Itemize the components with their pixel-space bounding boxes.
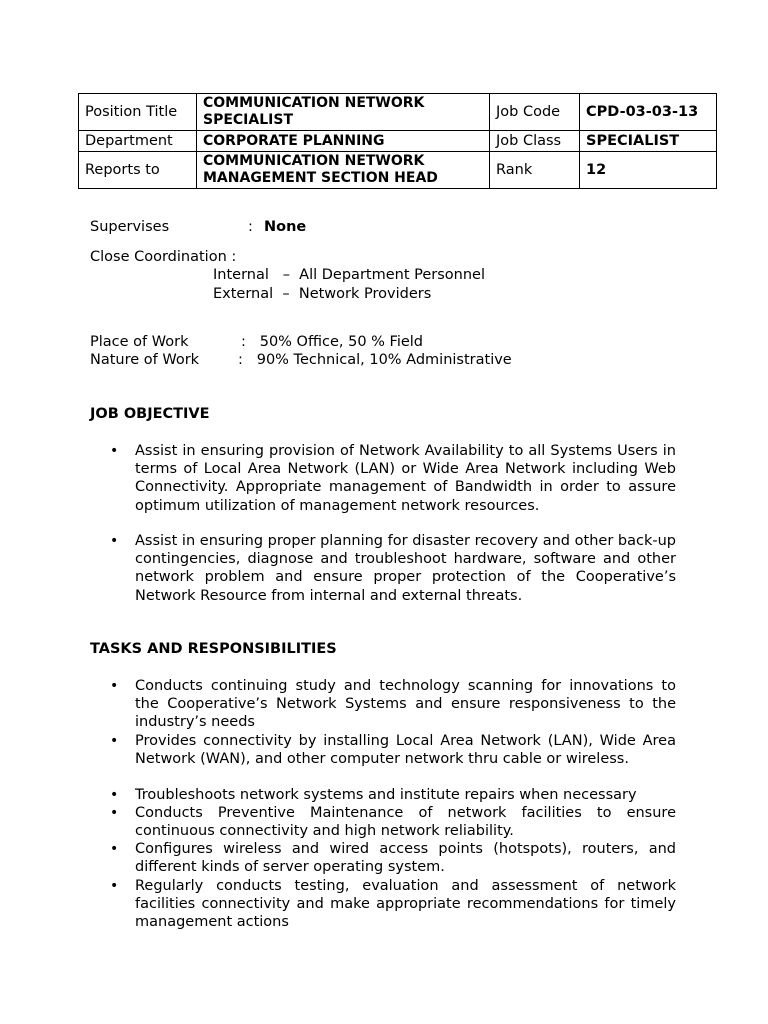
table-row — [79, 152, 717, 189]
bullet-glyph: • — [110, 443, 119, 459]
bullet-glyph: • — [110, 533, 119, 549]
bullet-glyph: • — [110, 678, 119, 694]
task-item: Regularly conducts testing, evaluation and assessment of network facilities connectivity and make appropriate recommendations for timely management actions — [135, 878, 676, 931]
job-code-value: CPD-03-03-13 — [580, 94, 717, 131]
position-title-value — [197, 94, 490, 131]
task-item: Troubleshoots network systems and institute repairs when necessary — [135, 787, 637, 803]
bullet-glyph: • — [110, 805, 119, 821]
objective-item: Assist in ensuring provision of Network Availability to all Systems Users in terms of Local Area Network (LAN) or Wide Area Network including Web Connectivity. Appropriate management of Bandwidth in order to assure optimum utilization of management network resources. — [135, 443, 676, 514]
rank-label: Rank — [490, 152, 580, 189]
position-title-value-line2: SPECIALIST — [203, 112, 293, 128]
task-item: Conducts Preventive Maintenance of network facilities to ensure continuous connectivity and high network reliability. — [135, 805, 676, 840]
coordination-external: External – Network Providers — [213, 286, 432, 302]
position-title-label: Position Title — [79, 94, 197, 131]
place-of-work-value: : 50% Office, 50 % Field — [241, 334, 424, 350]
nature-of-work-label: Nature of Work — [90, 352, 200, 368]
position-header-table — [78, 93, 717, 189]
table-row — [79, 131, 717, 152]
close-coordination-label: Close Coordination : — [90, 249, 237, 265]
reports-to-value-line2: MANAGEMENT SECTION HEAD — [203, 170, 438, 186]
job-objective-heading: JOB OBJECTIVE — [90, 406, 210, 422]
rank-value: 12 — [580, 152, 717, 189]
nature-of-work-value: : 90% Technical, 10% Administrative — [238, 352, 512, 368]
task-item: Configures wireless and wired access points (hotspots), routers, and different kinds of server operating system. — [135, 841, 676, 876]
place-of-work-label: Place of Work — [90, 334, 189, 350]
task-item: Conducts continuing study and technology scanning for innovations to the Cooperative’s Network Systems and ensure responsiveness to the industry’s needs — [135, 678, 676, 731]
supervises-value: None — [264, 219, 307, 235]
objective-item: Assist in ensuring proper planning for disaster recovery and other back-up contingencies, diagnose and troubleshoot hardware, software and other network problem and ensure proper protection of the Cooperative’s Network Resource from internal and external threats. — [135, 533, 676, 604]
supervises-separator: : — [248, 219, 253, 235]
task-item: Provides connectivity by installing Local Area Network (LAN), Wide Area Network (WAN), and other computer network thru cable or wireless. — [135, 733, 676, 768]
supervises-label: Supervises — [90, 219, 170, 235]
tasks-heading: TASKS AND RESPONSIBILITIES — [90, 641, 337, 657]
bullet-glyph: • — [110, 733, 119, 749]
position-title-value-line1: COMMUNICATION NETWORK — [203, 95, 425, 111]
bullet-glyph: • — [110, 878, 119, 894]
reports-to-label: Reports to — [79, 152, 197, 189]
job-class-value: SPECIALIST — [580, 131, 717, 152]
table-row — [79, 94, 717, 131]
bullet-glyph: • — [110, 787, 119, 803]
coordination-internal: Internal – All Department Personnel — [213, 267, 485, 283]
department-label: Department — [79, 131, 197, 152]
reports-to-value-line1: COMMUNICATION NETWORK — [203, 153, 425, 169]
job-code-label: Job Code — [490, 94, 580, 131]
job-class-label: Job Class — [490, 131, 580, 152]
department-value: CORPORATE PLANNING — [197, 131, 490, 152]
reports-to-value — [197, 152, 490, 189]
bullet-glyph: • — [110, 841, 119, 857]
